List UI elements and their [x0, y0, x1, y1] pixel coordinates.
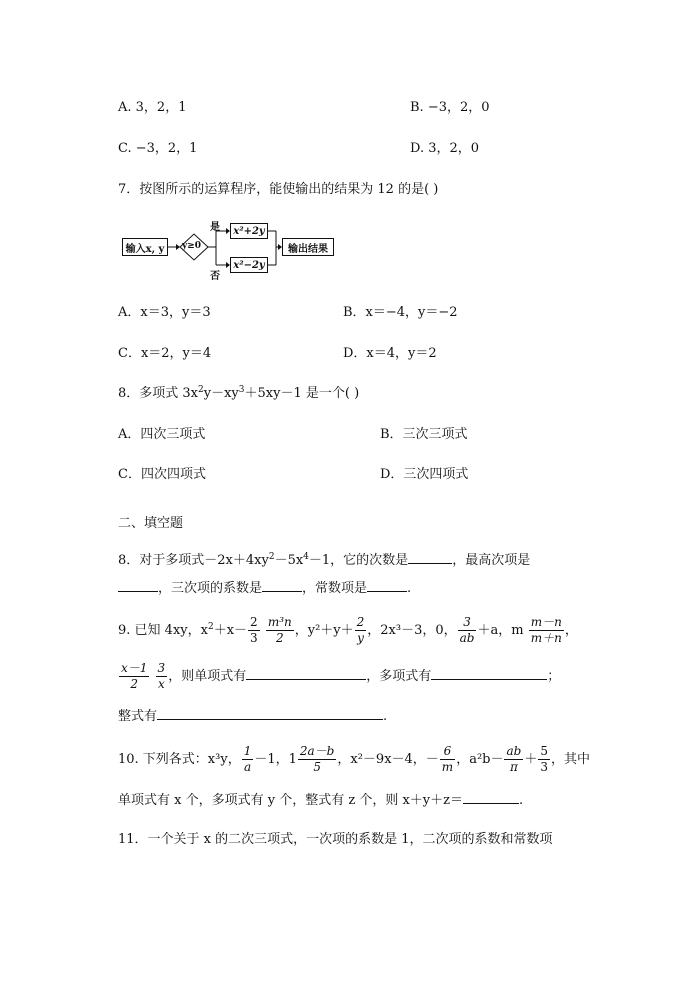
f8-text-c: . — [407, 581, 412, 596]
f10-text-l2: 单项式有 x 个，多项式有 y 个，整式有 z 个，则 x＋y＋z＝ — [118, 793, 463, 808]
flow-branch-no-box: x²−2y — [230, 257, 268, 273]
f8-blank-constant[interactable] — [367, 579, 407, 592]
flow-input-box: 输入x, y — [122, 238, 168, 256]
frac-den: x — [157, 677, 165, 691]
f8-line1 — [118, 549, 530, 568]
frac-num: ab — [506, 744, 522, 758]
f10-fraction-3 — [440, 744, 455, 775]
f10-fraction-2 — [298, 744, 336, 775]
frac-num: 3 — [157, 661, 166, 675]
f10-text-t1: －1，1 — [254, 752, 297, 767]
f9-text-t2: ，y²＋y＋ — [294, 623, 354, 638]
flow-branch-yes-box: x²+2y — [230, 223, 268, 239]
flow-condition: y≥0 — [182, 241, 202, 251]
q6-option-a: A. 3，2，1 — [118, 100, 187, 115]
flow-no-label: 否 — [210, 271, 220, 282]
q7-option-a: A．x＝3，y＝3 — [118, 305, 211, 320]
f8-text-mid: －5x — [274, 553, 304, 568]
f9-line1 — [118, 615, 578, 646]
f9-line2 — [118, 661, 560, 692]
frac-den: 5 — [313, 760, 321, 774]
f9-text-l3-end: . — [383, 709, 388, 724]
f8-blank-degree[interactable] — [408, 551, 452, 564]
q7-stem: 7．按图所示的运算程序，能使输出的结果为 12 的是( ) — [118, 182, 439, 197]
frac-num: 2 — [356, 615, 365, 629]
frac-num: 1 — [243, 744, 252, 758]
q7-option-c: C．x＝2，y＝4 — [118, 346, 212, 361]
f8-text-post: －1，它的次数是 — [308, 553, 409, 568]
frac-num: 6 — [440, 744, 455, 760]
section-title: 二、填空题 — [118, 516, 184, 531]
frac-den: π — [509, 760, 518, 774]
q8-option-d: D．三次四项式 — [380, 467, 469, 482]
f11-stem: 11．一个关于 x 的二次三项式，一次项的系数是 1，二次项的系数和常数项 — [118, 832, 553, 847]
frac-num: 2a－b — [299, 744, 335, 758]
frac-num: 3 — [458, 615, 477, 631]
q8-stem-post: ＋5xy－1 是一个( ) — [244, 386, 360, 401]
q8-option-b: B．三次三项式 — [380, 427, 468, 442]
q6-option-c: C. −3，2，1 — [118, 141, 198, 156]
f9-text-pre: 9. 已知 4xy，x — [118, 623, 208, 638]
q8-sup2: 3 — [238, 385, 245, 395]
f9-fraction-5 — [529, 615, 564, 646]
f9-fraction-7 — [156, 661, 168, 692]
q8-option-a: A．四次三项式 — [118, 427, 206, 442]
f8-text-tail: ，最高次项是 — [452, 553, 531, 568]
f8-text-pre: 8．对于多项式－2x＋4xy — [118, 553, 269, 568]
frac-den: m — [441, 760, 454, 774]
q8-stem-mid: y－xy — [203, 386, 239, 401]
f10-fraction-4 — [504, 744, 523, 775]
f10-fraction-1 — [242, 744, 254, 775]
q8-option-c: C．四次四项式 — [118, 467, 206, 482]
flow-yes-label: 是 — [210, 222, 220, 233]
q7-flowchart — [118, 216, 348, 280]
frac-num: m³n — [267, 615, 292, 629]
f10-text-t2: ，x²－9x－4，－ — [337, 752, 439, 767]
frac-den: 2 — [130, 677, 139, 691]
f10-text-t4: ＋ — [524, 752, 538, 767]
f10-blank-sum[interactable] — [463, 791, 519, 804]
f9-blank-integral[interactable] — [157, 707, 383, 720]
frac-den: 3 — [250, 631, 258, 645]
f9-line3 — [118, 705, 387, 724]
frac-num: 5 — [540, 744, 548, 758]
f9-text-t8: ； — [547, 669, 561, 684]
frac-num: 2 — [250, 615, 258, 629]
f9-fraction-3 — [355, 615, 367, 646]
q6-option-b: B. −3，2，0 — [410, 100, 490, 115]
frac-den: y — [357, 631, 364, 645]
flow-output-box: 输出结果 — [282, 238, 334, 256]
frac-den: a — [243, 760, 252, 774]
f9-text-t5: ， — [564, 623, 578, 638]
f9-text-t3: ，2x³－3，0， — [367, 623, 457, 638]
f9-fraction-6 — [119, 661, 149, 692]
f8-blank-cubic-coef[interactable] — [262, 579, 302, 592]
f9-fraction-2 — [266, 615, 294, 646]
f10-text-t3: ，a²b－ — [456, 752, 504, 767]
f9-fraction-1 — [248, 615, 260, 646]
f8-sup1: 2 — [268, 552, 275, 562]
f10-text-pre: 10. 下列各式：x³y， — [118, 752, 241, 767]
q8-stem-pre: 8．多项式 3x — [118, 386, 199, 401]
f9-fraction-4 — [458, 615, 477, 646]
frac-den: ab — [459, 631, 475, 645]
f9-text-t6: ，则单项式有 — [168, 669, 247, 684]
f8-text-b: ，常数项是 — [302, 581, 368, 596]
f8-line2 — [118, 577, 411, 596]
q8-sup1: 2 — [198, 385, 204, 395]
f10-text-t5: ，其中 — [550, 752, 590, 767]
f8-text-a: ，三次项的系数是 — [158, 581, 263, 596]
f9-text-t7: ，多项式有 — [366, 669, 432, 684]
f9-text-t1: ＋x－ — [213, 623, 248, 638]
f9-text-l3: 整式有 — [118, 709, 158, 724]
f10-text-l2-end: . — [518, 793, 524, 808]
f8-blank-highest-term[interactable] — [118, 579, 158, 592]
q7-option-b: B．x＝−4，y＝−2 — [343, 305, 458, 320]
f9-blank-polynomials[interactable] — [431, 667, 547, 680]
q8-stem — [118, 382, 359, 401]
f9-text-t4: ＋a，m — [477, 623, 524, 638]
f10-fraction-5 — [538, 744, 550, 775]
q6-option-d: D. 3，2，0 — [410, 141, 480, 156]
q7-option-d: D．x＝4，y＝2 — [343, 346, 437, 361]
f10-line1 — [118, 744, 590, 775]
frac-den: 3 — [540, 760, 548, 774]
f10-line2 — [118, 789, 523, 808]
frac-den: m＋n — [530, 631, 562, 645]
frac-den: 2 — [275, 631, 284, 645]
frac-num: m－n — [530, 615, 562, 629]
f9-sup: 2 — [207, 622, 214, 632]
f8-sup2: 4 — [303, 552, 309, 562]
f9-blank-monomials[interactable] — [246, 667, 366, 680]
frac-num: x－1 — [121, 661, 148, 675]
